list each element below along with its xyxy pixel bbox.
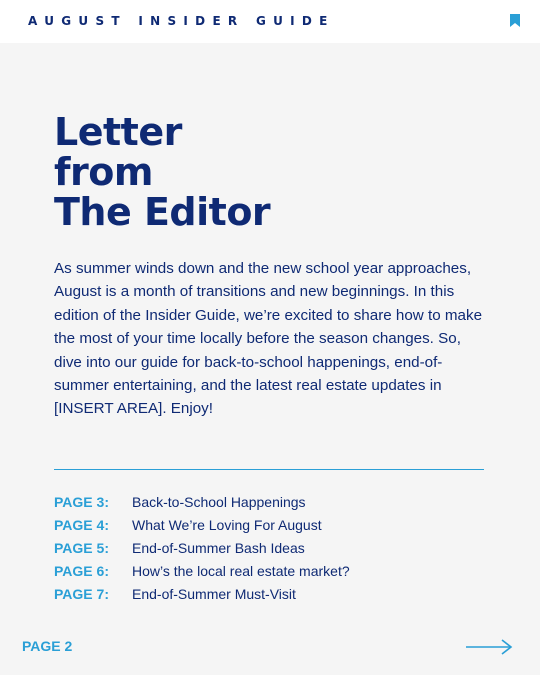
toc-item[interactable]: [54, 559, 484, 582]
toc-page-number: PAGE 7:: [54, 585, 109, 602]
toc-page-number: PAGE 5:: [54, 539, 109, 556]
toc-page-number: PAGE 6:: [54, 562, 109, 579]
heading-line-3: The Editor: [54, 190, 271, 234]
toc-item-title: Back-to-School Happenings: [132, 493, 306, 510]
top-bar: [0, 0, 540, 43]
toc-item[interactable]: [54, 582, 484, 605]
toc-item[interactable]: [54, 513, 484, 536]
page-number: PAGE 2: [22, 638, 73, 654]
bookmark-icon[interactable]: [510, 14, 520, 27]
toc-item-title: End-of-Summer Must-Visit: [132, 585, 296, 602]
page-heading: [54, 112, 270, 232]
heading-line-2: from: [54, 150, 153, 194]
editor-letter-text: As summer winds down and the new school year approaches, August is a month of transitions and new beginnings. In this edition of the Insider Guide, we’re excited to share how to make the most of your time locally before the season changes. So, dive into our guide for back-to-school happenings, end-of-summer entertaining, and the latest real estate updates in [INSERT AREA]. Enjoy!: [54, 260, 483, 418]
section-divider: [54, 469, 484, 470]
toc-item[interactable]: [54, 490, 484, 513]
toc-item-title: How’s the local real estate market?: [132, 562, 350, 579]
table-of-contents: [54, 490, 484, 605]
toc-item-title: End-of-Summer Bash Ideas: [132, 539, 305, 556]
toc-page-number: PAGE 4:: [54, 516, 109, 533]
heading-line-1: Letter: [54, 110, 182, 154]
toc-page-number: PAGE 3:: [54, 493, 109, 510]
guide-title: AUGUST INSIDER GUIDE: [28, 14, 335, 28]
arrow-right-icon[interactable]: [464, 638, 514, 656]
toc-item-title: What We’re Loving For August: [132, 516, 322, 533]
toc-item[interactable]: [54, 536, 484, 559]
